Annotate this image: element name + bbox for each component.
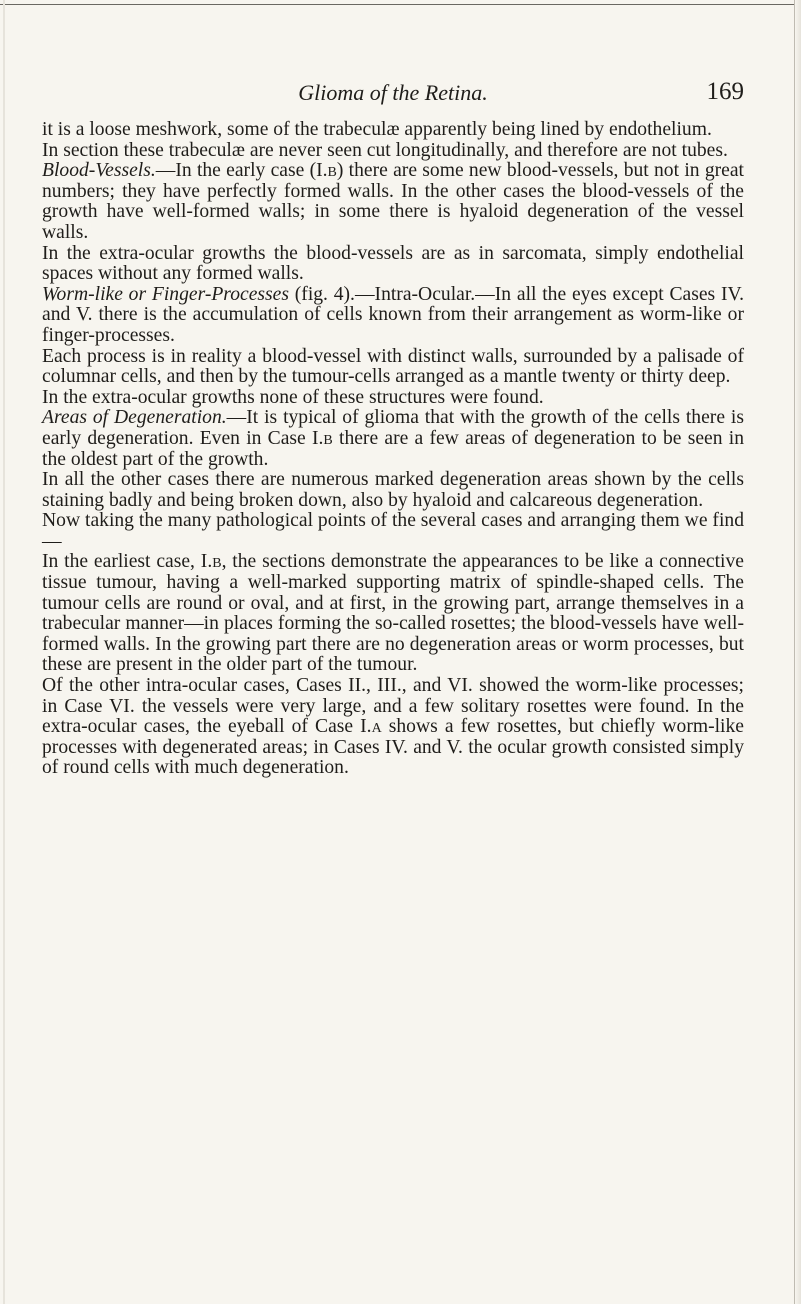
paragraph: [42, 141, 744, 162]
paragraph-text: In section these trabeculæ are never seen cut longitudinally, and therefore are not tubes.: [42, 139, 728, 161]
small-caps-text: b: [327, 160, 337, 182]
paragraph-text: In the earliest case, I.: [42, 551, 213, 573]
paragraph-text: ) there are some new blood-vessels, but not in great numbers; they have perfectly formed walls. In the other cases the blood-vessels of the growth have well-formed walls; in some there is hyaloid degeneration of the vessel walls.: [42, 160, 744, 243]
paragraph-text: In the extra-ocular growths the blood-vessels are as in sarcomata, simply endothelial spaces without any formed walls.: [42, 242, 744, 285]
paragraph: [42, 161, 744, 243]
paragraph: [42, 347, 744, 388]
paragraph-text: shows a few rosettes, but chiefly worm-like processes with degenerated areas; in Cases IV. and V. the ocular growth consisted simply of round cells with much degeneration.: [42, 716, 744, 779]
page-top-rule: [0, 4, 801, 5]
paragraph: [42, 388, 744, 409]
small-caps-text: b: [323, 427, 333, 449]
paragraph: [42, 511, 744, 552]
paragraph: [42, 120, 744, 141]
paragraph-text: In the extra-ocular growths none of these structures were found.: [42, 386, 544, 408]
paragraph: [42, 552, 744, 676]
paragraph-text: there are a few areas of degeneration to be seen in the oldest part of the growth.: [42, 427, 744, 470]
small-caps-text: b: [212, 551, 222, 573]
paragraph: [42, 676, 744, 779]
paragraph-text: —It is typical of glioma that with the growth of the cells there is early degeneration. Even in Case I.: [42, 407, 744, 449]
body-text: [42, 120, 744, 779]
paragraph: [42, 285, 744, 347]
paragraph: [42, 408, 744, 470]
page-right-edge: [794, 0, 801, 1304]
running-head: [42, 80, 744, 114]
paragraph-text: , the sections demonstrate the appearances to be like a connective tissue tumour, having a well-marked supporting matrix of spindle-shaped cells. The tumour cells are round or oval, and at first, in the growing part, arrange themselves in a trabecular manner—in places forming the so-called rosettes; the blood-vessels have well-formed walls. In the growing part there are no degeneration areas or worm processes, but these are present in the older part of the tumour.: [42, 551, 744, 676]
paragraph-text: Of the other intra-ocular cases, Cases II., III., and VI. showed the worm-like processes; in Case VI. the vessels were very large, and a few solitary rosettes were found. In the extra-ocular cases, the eyeball of Case I.: [42, 675, 744, 738]
paragraph-text: —In the early case (I.: [155, 160, 328, 182]
paragraph-text: it is a loose meshwork, some of the trabeculæ apparently being lined by endothelium.: [42, 119, 712, 140]
page-left-edge: [3, 0, 5, 1304]
italic-heading: Blood-Vessels.: [42, 160, 156, 182]
paragraph: [42, 244, 744, 285]
page-number: 169: [706, 78, 744, 105]
paragraph: [42, 470, 744, 511]
italic-heading: Worm-like or Finger-Processes: [42, 283, 289, 305]
italic-heading: Areas of Degeneration.: [42, 407, 227, 429]
paragraph-text: Now taking the many pathological points of the several cases and arranging them we find—: [42, 510, 744, 552]
small-caps-text: a: [371, 716, 382, 738]
paragraph-text: Each process is in reality a blood-vessel with distinct walls, surrounded by a palisade of columnar cells, and then by the tumour-cells arranged as a mantle twenty or thirty deep.: [42, 345, 744, 388]
paragraph-text: In all the other cases there are numerous marked degeneration areas shown by the cells staining badly and being broken down, also by hyaloid and calcareous degeneration.: [42, 469, 744, 511]
running-title: Glioma of the Retina.: [298, 80, 488, 105]
paragraph-text: (fig. 4).—Intra-Ocular.—In all the eyes except Cases IV. and V. there is the accumulation of cells known from their arrangement as worm-like or finger-processes.: [42, 283, 745, 346]
